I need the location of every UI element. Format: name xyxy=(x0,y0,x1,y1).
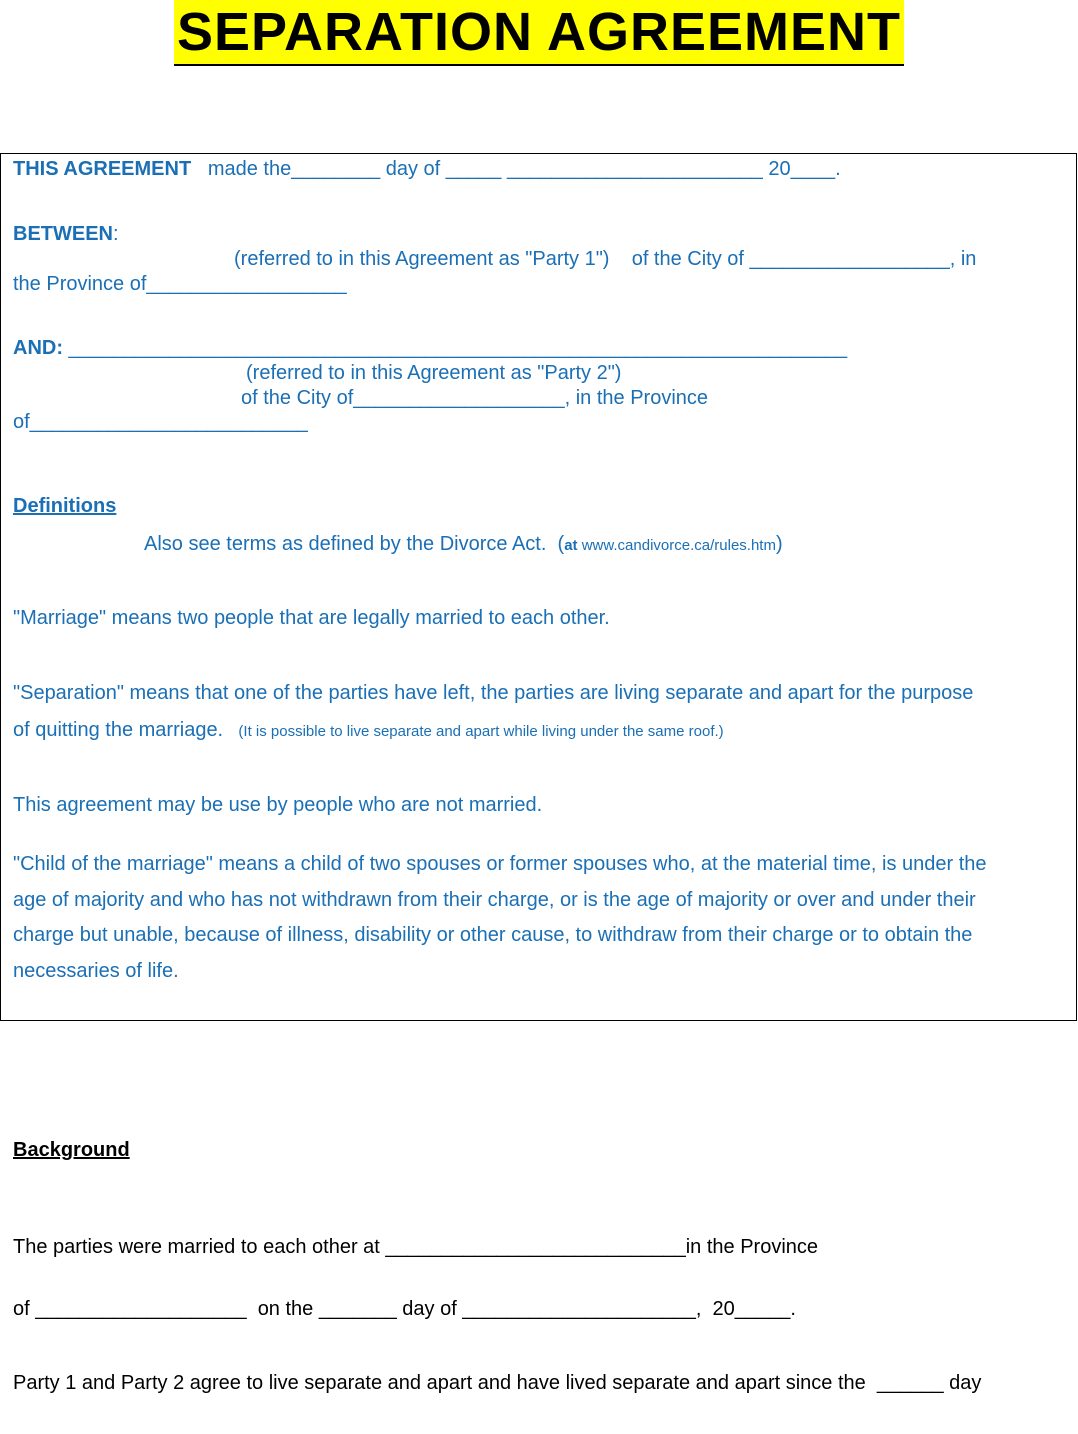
divorce-act-at: at xyxy=(564,537,578,554)
separation-definition-2-text: of quitting the marriage. xyxy=(13,719,235,741)
agreement-date-blanks: made the________ day of _____ _______________________ 20____. xyxy=(191,158,841,180)
unmarried-note: This agreement may be use by people who are not married. xyxy=(13,794,543,816)
between-label: BETWEEN xyxy=(13,223,113,245)
agreement-line xyxy=(13,157,841,181)
divorce-act-url[interactable]: www.candivorce.ca/rules.htm xyxy=(577,537,776,554)
party2-province: of_________________________ xyxy=(13,411,308,433)
document-title: SEPARATION AGREEMENT xyxy=(174,0,904,66)
married-line-1: The parties were married to each other at ___________________________in the Province xyxy=(13,1236,819,1258)
between-colon: : xyxy=(113,223,119,245)
party2-ref: (referred to in this Agreement as "Party 2") xyxy=(246,362,622,384)
background-heading: Background xyxy=(13,1139,130,1161)
child-definition-4: necessaries of life. xyxy=(13,960,179,982)
child-definition-2: age of majority and who has not withdrawn from their charge, or is the age of majority or over and under their xyxy=(13,889,976,911)
separation-definition-2 xyxy=(13,718,724,744)
separate-since-line: Party 1 and Party 2 agree to live separate and apart and have lived separate and apart since the ______ day xyxy=(13,1372,982,1394)
party1-province: the Province of__________________ xyxy=(13,273,347,295)
separation-definition-1: "Separation" means that one of the parties have left, the parties are living separate and apart for the purpose xyxy=(13,682,974,704)
separation-note: (It is possible to live separate and apart while living under the same roof.) xyxy=(234,723,724,740)
and-line xyxy=(13,336,847,360)
party1-line: (referred to in this Agreement as "Party 1") of the City of __________________, in xyxy=(234,248,977,270)
child-definition-3: charge but unable, because of illness, disability or other cause, to withdraw from their charge or to obtain the xyxy=(13,924,973,946)
definitions-heading: Definitions xyxy=(13,495,117,517)
divorce-act-paren-close: ) xyxy=(775,533,783,555)
child-definition-1: "Child of the marriage" means a child of two spouses or former spouses who, at the material time, is under the xyxy=(13,853,987,875)
agreement-lead: THIS AGREEMENT xyxy=(13,158,192,180)
divorce-act-text: Also see terms as defined by the Divorce Act. xyxy=(144,533,558,555)
party2-city: of the City of___________________, in the Province xyxy=(241,387,709,409)
divorce-act-paren-open: ( xyxy=(557,533,565,555)
divorce-act-line xyxy=(144,532,783,558)
married-line-2: of ___________________ on the _______ day of _____________________, 20_____. xyxy=(13,1298,796,1320)
and-blank: ______________________________________________________________________ xyxy=(63,337,848,359)
between-heading xyxy=(13,222,119,246)
and-label: AND: xyxy=(13,337,63,359)
marriage-definition: "Marriage" means two people that are legally married to each other. xyxy=(13,607,610,629)
